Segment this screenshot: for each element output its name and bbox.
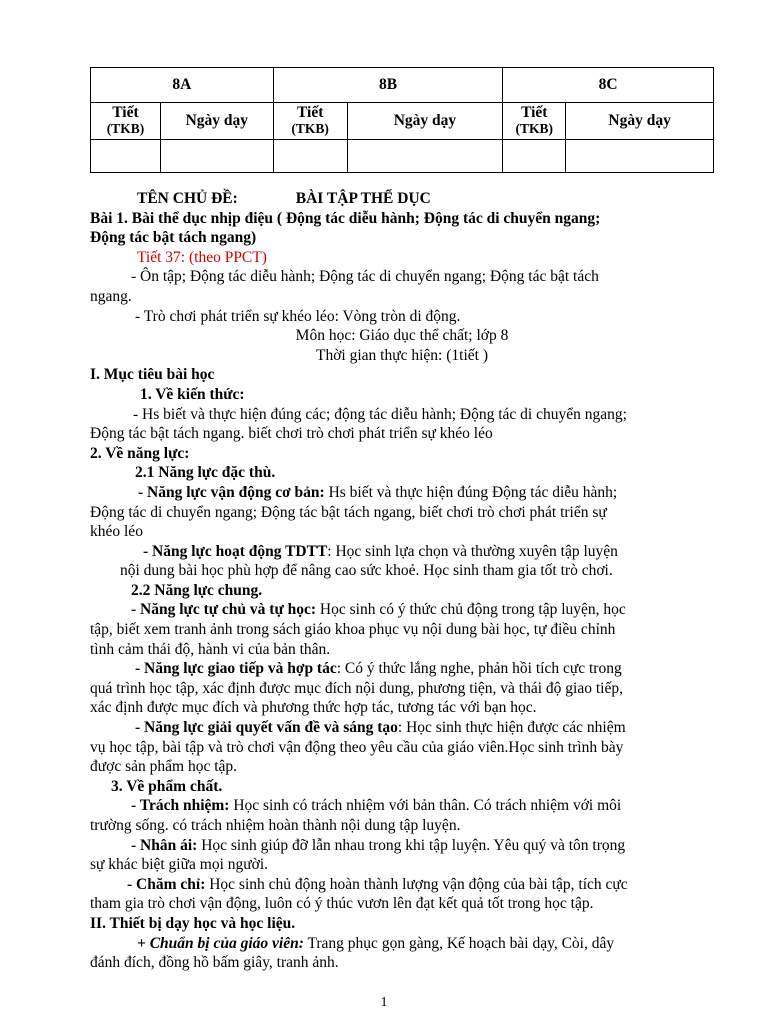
ngay-day-header: Ngày dạy bbox=[347, 103, 503, 140]
autonomy-line1 bbox=[90, 600, 714, 620]
autonomy-text: Học sinh có ý thức chủ động trong tập luyện, học bbox=[316, 601, 626, 619]
sport-competence-line2: nội dung bài học phù hợp để nâng cao sức khoẻ. Học sinh tham gia tốt trò chơi. bbox=[120, 562, 613, 580]
class-8a-header: 8A bbox=[91, 68, 274, 103]
tkb-label: (TKB) bbox=[291, 121, 329, 136]
communication-line3: xác định được mục đích và phương thức hợp tác, tương tác với bạn học. bbox=[90, 699, 537, 717]
motor-competence-label: - Năng lực vận động cơ bản: bbox=[138, 483, 325, 501]
tkb-label: (TKB) bbox=[106, 121, 145, 136]
schedule-table bbox=[90, 67, 714, 173]
ngay-day-header: Ngày dạy bbox=[566, 103, 714, 140]
knowledge-heading: 1. Về kiến thức: bbox=[140, 385, 245, 403]
problem-solving-line1 bbox=[90, 718, 714, 738]
general-competence-heading: 2.2 Năng lực chung. bbox=[131, 581, 263, 599]
responsibility-line2: trường sống. có trách nhiệm hoàn thành nội dung tập luyện. bbox=[90, 817, 461, 834]
tiet-label: Tiết bbox=[112, 104, 139, 121]
tiet-label: Tiết bbox=[296, 104, 324, 121]
diligence-label: - Chăm chỉ: bbox=[127, 875, 206, 893]
kindness-line2: sự khác biệt giữa mọi người. bbox=[90, 856, 269, 874]
section-1-heading: I. Mục tiêu bài học bbox=[90, 366, 215, 384]
motor-competence-line1 bbox=[90, 483, 714, 503]
communication-line1 bbox=[90, 659, 714, 679]
communication-text: : Có ý thức lắng nghe, phản hồi tích cực trong bbox=[336, 660, 622, 678]
kindness-label: - Nhân ái: bbox=[131, 836, 198, 854]
autonomy-line3: tình cảm thái độ, hành vi của bản thân. bbox=[90, 640, 331, 658]
problem-solving-line2: vụ học tập, bài tập và trò chơi vận động theo yêu cầu của giáo viên.Học sinh trình bày bbox=[90, 738, 624, 756]
tkb-label: (TKB) bbox=[515, 121, 554, 136]
lesson-heading-line2: Động tác bật tách ngang) bbox=[90, 229, 257, 247]
responsibility-text: Học sinh có trách nhiệm với bản thân. Có trách nhiệm với môi bbox=[229, 797, 622, 815]
topic-title bbox=[90, 189, 714, 209]
sport-competence-label: - Năng lực hoạt động TDTT bbox=[143, 542, 328, 560]
duration-line: Thời gian thực hiện: (1tiết ) bbox=[316, 346, 488, 364]
diligence-text: Học sinh chủ động hoàn thành lượng vận động của bài tập, tích cực bbox=[205, 875, 628, 893]
empty-cell bbox=[273, 140, 347, 173]
motor-competence-line2: Động tác di chuyển ngang; Động tác bật tách ngang, biết chơi trò chơi phát triển sự bbox=[90, 503, 607, 521]
empty-cell bbox=[503, 140, 566, 173]
class-8c-header: 8C bbox=[503, 68, 714, 103]
communication-line2: quá trình học tập, xác định được mục đích nội dung, phương tiện, và thái độ giao tiếp, bbox=[90, 679, 623, 697]
teacher-prep-text: Trang phục gọn gàng, Kế hoạch bài dạy, Còi, dây bbox=[303, 934, 615, 952]
teacher-prep-line1 bbox=[90, 934, 714, 954]
knowledge-line2: Động tác bật tách ngang. biết chơi trò chơi phát triển sự khéo léo bbox=[90, 425, 493, 443]
sport-competence-line1 bbox=[90, 542, 714, 562]
kindness-text: Học sinh giúp đỡ lẫn nhau trong khi tập luyện. Yêu quý và tôn trọng bbox=[197, 836, 626, 854]
teacher-prep-label: + Chuẩn bị của giáo viên: bbox=[137, 934, 304, 952]
sport-competence-text: : Học sinh lựa chọn và thường xuyên tập luyện bbox=[327, 542, 618, 560]
quality-heading: 3. Về phẩm chất. bbox=[111, 777, 223, 795]
communication-label: - Năng lực giao tiếp và hợp tác bbox=[135, 660, 337, 678]
problem-solving-label: - Năng lực giải quyết vấn đề và sáng tạo bbox=[135, 719, 398, 737]
empty-cell bbox=[160, 140, 273, 173]
class-8b-header: 8B bbox=[273, 68, 503, 103]
tiet-header bbox=[503, 103, 566, 140]
motor-competence-line3: khéo léo bbox=[90, 523, 143, 541]
subject-line: Môn học: Giáo dục thể chất; lớp 8 bbox=[295, 327, 509, 345]
autonomy-line2: tập, biết xem tranh ảnh trong sách giáo khoa phục vụ nội dung bài học, tự điều chỉnh bbox=[90, 621, 616, 639]
tiet-header bbox=[91, 103, 161, 140]
tiet-label: Tiết bbox=[521, 104, 548, 121]
autonomy-label: - Năng lực tự chủ và tự học: bbox=[131, 601, 317, 619]
diligence-line1 bbox=[90, 875, 714, 895]
kindness-line1 bbox=[90, 836, 714, 856]
page-number: 1 bbox=[380, 995, 388, 1010]
review-line1: - Ôn tập; Động tác diễu hành; Động tác di chuyển ngang; Động tác bật tách bbox=[131, 268, 599, 286]
knowledge-line1: - Hs biết và thực hiện đúng các; động tác diễu hành; Động tác di chuyển ngang; bbox=[133, 405, 627, 423]
lesson-content bbox=[90, 189, 714, 973]
period-label: Tiết 37: (theo PPCT) bbox=[137, 248, 267, 266]
empty-cell bbox=[347, 140, 503, 173]
competence-heading: 2. Về năng lực: bbox=[90, 444, 190, 462]
empty-cell bbox=[91, 140, 161, 173]
review-line2: ngang. bbox=[90, 287, 132, 305]
lesson-heading-line1: Bài 1. Bài thể dục nhịp điệu ( Động tác diễu hành; Động tác di chuyển ngang; bbox=[90, 209, 601, 227]
problem-solving-line3: được sản phẩm học tập. bbox=[90, 758, 238, 776]
tiet-header bbox=[273, 103, 347, 140]
teacher-prep-line2: đánh đích, đồng hồ bấm giây, tranh ảnh. bbox=[90, 954, 339, 972]
responsibility-label: - Trách nhiệm: bbox=[131, 797, 230, 815]
game-line: - Trò chơi phát triển sự khéo léo: Vòng tròn di động. bbox=[135, 307, 461, 325]
responsibility-line1 bbox=[90, 796, 714, 816]
motor-competence-text: Hs biết và thực hiện đúng Động tác diễu hành; bbox=[324, 483, 618, 501]
ngay-day-header: Ngày dạy bbox=[160, 103, 273, 140]
problem-solving-text: : Học sinh thực hiện được các nhiệm bbox=[397, 719, 626, 737]
section-2-heading: II. Thiết bị dạy học và học liệu. bbox=[90, 914, 296, 932]
diligence-line2: tham gia trò chơi vận động, luôn có ý thúc vươn lên đạt kết quả tốt trong học tập. bbox=[90, 895, 594, 913]
specific-competence-heading: 2.1 Năng lực đặc thù. bbox=[135, 464, 276, 482]
empty-cell bbox=[566, 140, 714, 173]
topic-name: BÀI TẬP THỂ DỤC bbox=[295, 190, 431, 207]
topic-prefix: TÊN CHỦ ĐỀ: bbox=[137, 190, 238, 207]
